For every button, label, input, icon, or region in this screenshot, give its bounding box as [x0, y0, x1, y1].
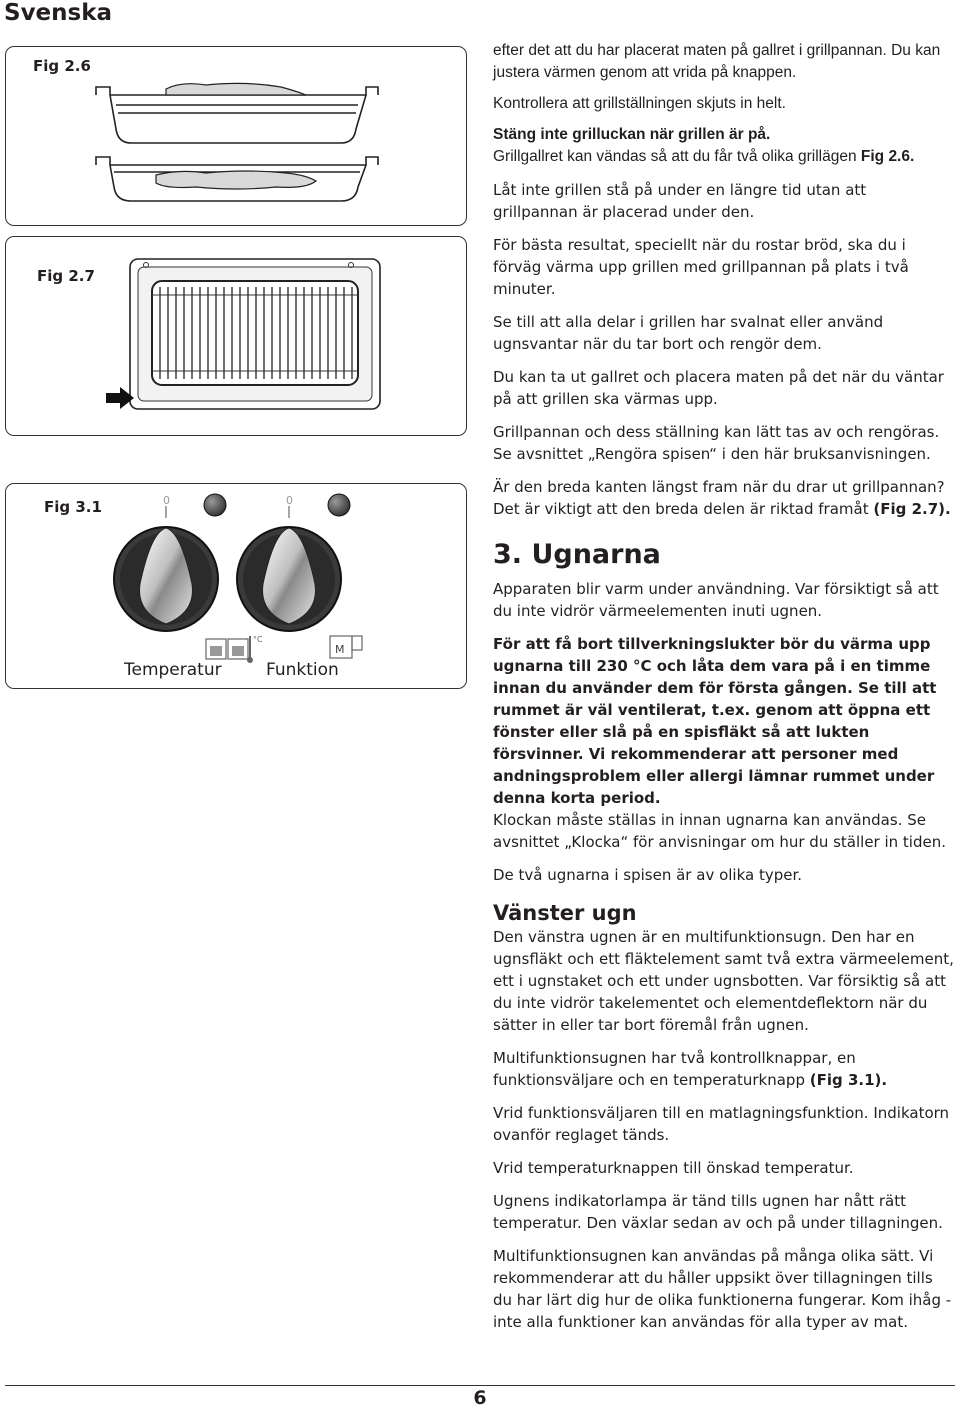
paragraph-5: För bästa resultat, speciellt när du rostar bröd, ska du i förväg värma upp grillen med grillpannan på plats i två minuter.: [493, 236, 909, 298]
paragraph-4: Låt inte grillen stå på under en längre tid utan att grillpannan är placerad under den.: [493, 181, 867, 221]
paragraph-2: Kontrollera att grillställningen skjuts in helt.: [493, 95, 786, 112]
paragraph-9-ref: (Fig 2.7).: [873, 500, 951, 518]
zero-mark-left: 0: [163, 494, 170, 507]
paragraph-11-bold: För att få bort tillverkningslukter bör du värma upp ugnarna till 230 °C och låta dem vara på i en timme innan du använder dem för första gången. Se till att rummet är väl ventilerat, t.ex. genom att öppna ett fönster eller slå på en spisfläkt så att lukten försvinner. Vi rekommenderar att personer med andningsproblem eller allergi lämnar rummet under denna korta period.: [493, 635, 937, 807]
degree-mark: °C: [253, 635, 263, 644]
paragraph-16: Vrid funktionsväljaren till en matlagningsfunktion. Indikatorn ovanför reglaget tänds.: [493, 1104, 950, 1144]
body-text: [493, 40, 955, 1333]
paragraph-18: Ugnens indikatorlampa är tänd tills ugnen har nått rätt temperatur. Den växlar sedan av och på under tillagningen.: [493, 1192, 943, 1232]
figure-2-7: [5, 236, 467, 436]
figure-2-6-label: Fig 2.6: [33, 57, 91, 75]
section-title: Svenska: [4, 0, 113, 26]
paragraph-7: Du kan ta ut gallret och placera maten på det när du väntar på att grillen ska värmas upp.: [493, 368, 944, 408]
temperature-dial-label: Temperatur: [124, 660, 222, 680]
paragraph-10: Apparaten blir varm under användning. Var försiktigt så att du inte vidrör värmeelementen inuti ugnen.: [493, 580, 939, 620]
page-number: 6: [473, 1387, 487, 1409]
footer-divider: [5, 1385, 955, 1386]
grill-pan-top-view: [6, 237, 466, 435]
paragraph-6: Se till att alla delar i grillen har svalnat eller använd ugnsvantar när du tar bort och rengör dem.: [493, 313, 884, 353]
paragraph-12: Klockan måste ställas in innan ugnarna kan användas. Se avsnittet „Klocka“ för anvisningar om hur du ställer in tiden.: [493, 811, 947, 851]
function-dial-label: Funktion: [266, 660, 339, 680]
paragraph-14: Den vänstra ugnen är en multifunktionsugn. Den har en ugnsfläkt och ett fläktelement samt två extra värmeelement, ett i ugnstaket och ett under ugnsbotten. Var försiktig så att du inte vidrör takelementet och elementdeflektorn när du sätter in eller tar bort föremål från ugnen.: [493, 928, 954, 1034]
paragraph-19: Multifunktionsugnen kan användas på många olika sätt. Vi rekommenderar att du håller uppsikt över tillagningen tills du har lärt dig hur de olika funktionerna fungerar. Kom ihåg - inte alla funktioner kan användas för alla typer av mat.: [493, 1247, 952, 1331]
grill-pan-illustration: [6, 47, 466, 225]
paragraph-3-ref: Fig 2.6.: [860, 148, 915, 165]
heading-vanster-ugn: Vänster ugn: [493, 901, 637, 925]
heading-ugnarna: 3. Ugnarna: [493, 539, 661, 570]
figure-2-6: [5, 46, 467, 226]
paragraph-3-bold: Stäng inte grilluckan när grillen är på.: [493, 126, 771, 143]
paragraph-13: De två ugnarna i spisen är av olika typer.: [493, 866, 803, 884]
paragraph-3: [493, 124, 955, 168]
paragraph-3-text: Grillgallret kan vändas så att du får två olika grillägen: [493, 148, 857, 165]
paragraph-15-ref: (Fig 3.1).: [809, 1071, 888, 1089]
zero-mark-right: 0: [286, 494, 293, 507]
paragraph-9-text: Är den breda kanten längst fram när du drar ut grillpannan? Det är viktigt att den breda delen är riktad framåt: [493, 478, 945, 518]
figure-3-1-label: Fig 3.1: [44, 498, 102, 516]
paragraph-17: Vrid temperaturknappen till önskad temperatur.: [493, 1159, 854, 1177]
paragraph-8: Grillpannan och dess ställning kan lätt tas av och rengöras. Se avsnittet „Rengöra spisen“ i den här bruksanvisningen.: [493, 423, 940, 463]
paragraph-15-text: Multifunktionsugnen har två kontrollknappar, en funktionsväljare och en temperaturknapp: [493, 1049, 856, 1089]
paragraph-15: [493, 1047, 955, 1091]
m-mark: M: [335, 643, 345, 656]
paragraph-1: efter det att du har placerat maten på gallret i grillpannan. Du kan justera värmen genom att vrida på knappen.: [493, 42, 941, 81]
figure-3-1: [5, 483, 467, 689]
oven-control-dials: [6, 484, 466, 688]
paragraph-9: [493, 476, 955, 520]
figure-2-7-label: Fig 2.7: [37, 267, 95, 285]
